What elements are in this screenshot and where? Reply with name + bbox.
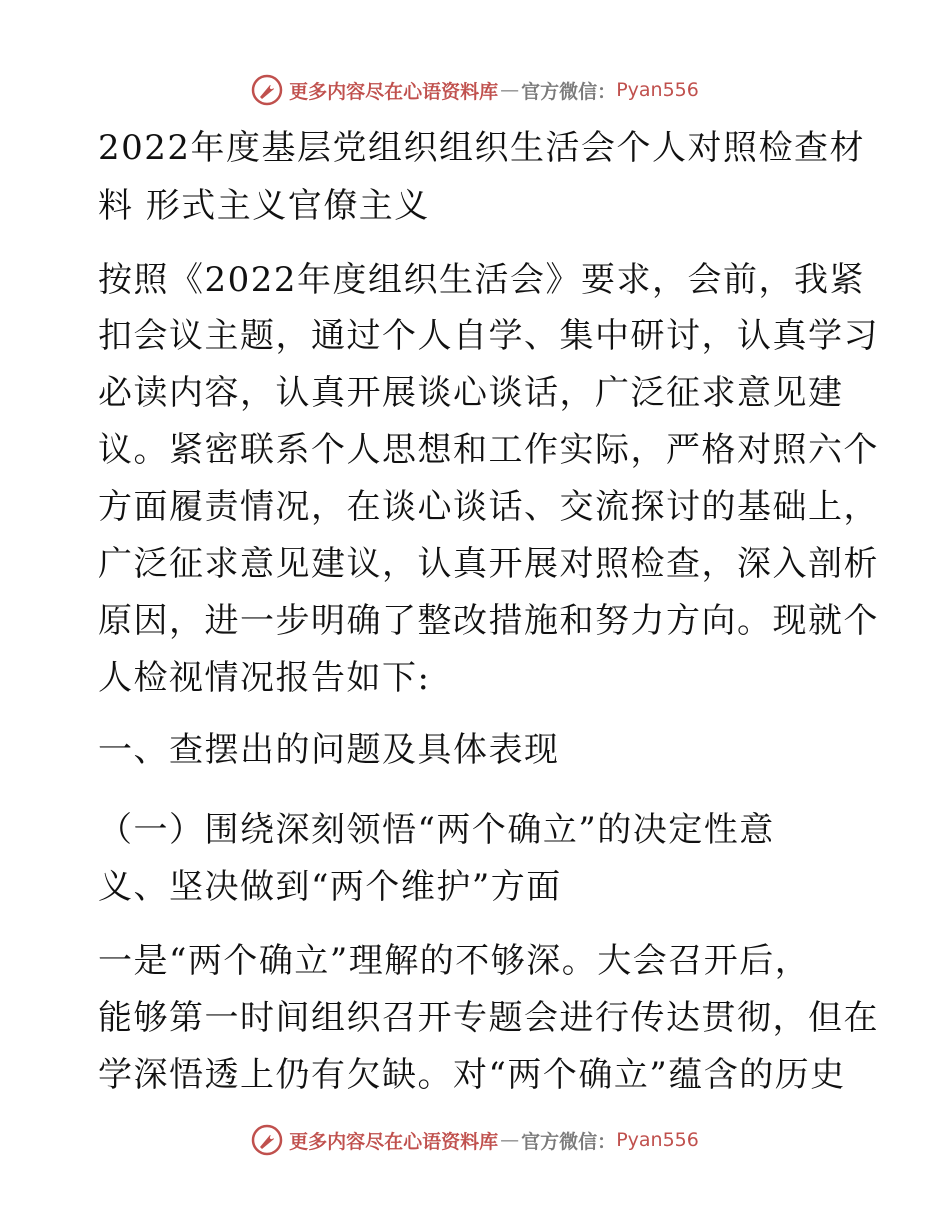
banner-separator: — bbox=[500, 1129, 520, 1151]
intro-line-3: 必读内容，认真开展谈心谈话，广泛征求意见建 bbox=[98, 373, 844, 413]
intro-line-1: 按照《2022年度组织生活会》要求，会前，我紧 bbox=[98, 260, 866, 300]
footer-banner bbox=[0, 1124, 950, 1156]
pen-nib-logo-icon bbox=[251, 74, 283, 106]
banner-brand: 更多内容尽在心语资料库 bbox=[289, 80, 499, 103]
intro-line-6: 广泛征求意见建议，认真开展对照检查，深入剖析 bbox=[98, 544, 879, 584]
banner-official-label: 官方微信： bbox=[521, 80, 617, 103]
subsection-heading-line-2: 义、坚决做到“两个维护”方面 bbox=[98, 867, 562, 907]
intro-line-8: 人检视情况报告如下: bbox=[98, 658, 431, 698]
banner-wechat-id: Pyan556 bbox=[616, 79, 699, 101]
header-banner bbox=[0, 74, 950, 106]
document-title-line-2: 料 形式主义官僚主义 bbox=[98, 186, 430, 226]
pen-nib-logo-icon bbox=[251, 1124, 283, 1156]
banner-wechat-id: Pyan556 bbox=[616, 1129, 699, 1151]
banner-separator: — bbox=[500, 79, 520, 101]
intro-line-7: 原因，进一步明确了整改措施和努力方向。现就个 bbox=[98, 601, 879, 641]
intro-line-5: 方面履责情况，在谈心谈话、交流探讨的基础上， bbox=[98, 487, 879, 527]
intro-line-4: 议。紧密联系个人思想和工作实际，严格对照六个 bbox=[98, 430, 879, 470]
intro-line-2: 扣会议主题，通过个人自学、集中研讨，认真学习 bbox=[98, 316, 879, 356]
point-line-1: 一是“两个确立”理解的不够深。大会召开后， bbox=[98, 941, 811, 981]
banner-brand: 更多内容尽在心语资料库 bbox=[289, 1130, 499, 1153]
point-line-2: 能够第一时间组织召开专题会进行传达贯彻，但在 bbox=[98, 998, 879, 1038]
section-heading: 一、查摆出的问题及具体表现 bbox=[98, 730, 560, 770]
subsection-heading-line-1: （一）围绕深刻领悟“两个确立”的决定性意 bbox=[98, 810, 775, 850]
point-line-3: 学深悟透上仍有欠缺。对“两个确立”蕴含的历史 bbox=[98, 1055, 846, 1095]
banner-official-label: 官方微信： bbox=[521, 1130, 617, 1153]
document-title-line-1: 2022年度基层党组织组织生活会个人对照检查材 bbox=[98, 128, 866, 168]
